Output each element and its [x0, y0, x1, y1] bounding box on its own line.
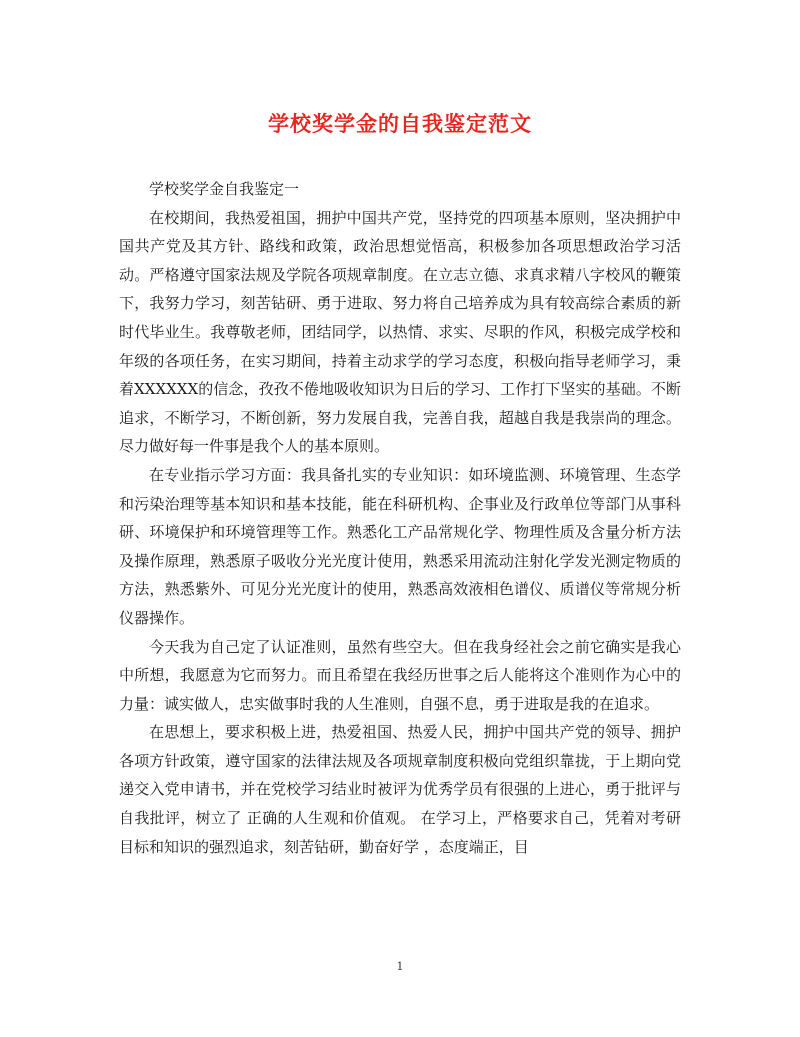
page-number: 1	[396, 960, 404, 973]
paragraph-1: 在校期间，我热爱祖国，拥护中国共产党，坚持党的四项基本原则，坚决拥护中国共产党及其方针、路线和政策，政治思想觉悟高，积极参加各项思想政治学习活动。严格遵守国家法规及学院各项规章制度。在立志立德、求真求精八字校风的鞭策下，我努力学习，刻苦钻研、勇于进取、努力将自己培养成为具有较高综合素质的新时代毕业生。我尊敬老师，团结同学，以热情、求实、尽职的作风，积极完成学校和年级的各项任务，在实习期间，持着主动求学的学习态度，积极向指导老师学习，秉着XXXXXX的信念，孜孜不倦地吸收知识为日后的学习、工作打下坚实的基础。不断追求，不断学习，不断创新，努力发展自我，完善自我，超越自我是我崇尚的理念。尽力做好每一件事是我个人的基本原则。	[119, 208, 681, 456]
paragraph-3: 今天我为自己定了认证准则，虽然有些空大。但在我身经社会之前它确实是我心中所想，我愿意为它而努力。而且希望在我经历世事之后人能将这个准则作为心中的力量：诚实做人，忠实做事时我的人生准则，自强不息，勇于进取是我的在追求。	[119, 637, 681, 713]
document-body	[119, 175, 681, 861]
paragraph-2: 在专业指示学习方面：我具备扎实的专业知识：如环境监测、环境管理、生态学和污染治理等基本知识和基本技能，能在科研机构、企事业及行政单位等部门从事科研、环境保护和环境管理等工作。熟悉化工产品常规化学、物理性质及含量分析方法及操作原理，熟悉原子吸收分光光度计使用，熟悉采用流动注射化学发光测定物质的方法，熟悉紫外、可见分光光度计的使用，熟悉高效液相色谱仪、质谱仪等常规分析仪器操作。	[119, 465, 681, 627]
paragraph-4: 在思想上，要求积极上进，热爱祖国、热爱人民，拥护中国共产党的领导、拥护 各项方针政策，遵守国家的法律法规及各项规章制度积极向党组织靠拢，于上期向党递交入党申请书，并在党校学习结业时被评为优秀学员有很强的上进心，勇于批评与自我批评，树立了 正确的人生观和价值观。 在学习上，严格要求自己，凭着对考研目标和知识的强烈追求，刻苦钻研，勤奋好学 ，态度端正，目	[119, 723, 681, 856]
page-title: 学校奖学金的自我鉴定范文	[268, 111, 532, 136]
section-heading: 学校奖学金自我鉴定一	[149, 180, 300, 198]
